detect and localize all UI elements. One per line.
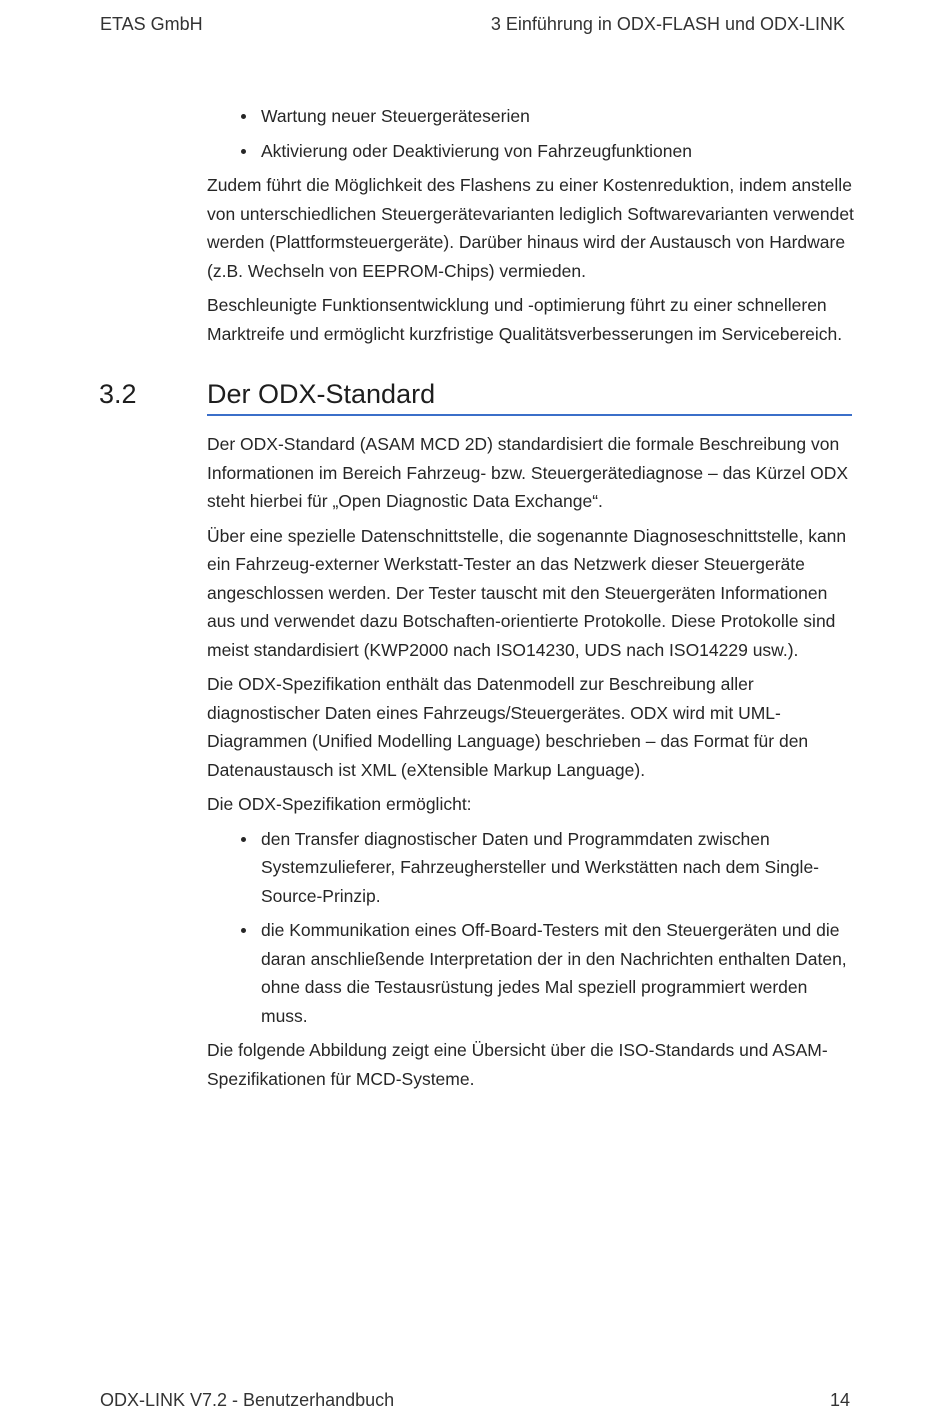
paragraph: Die folgende Abbildung zeigt eine Übersicht über die ISO-Standards und ASAM-Spezifikationen für MCD-Systeme. bbox=[207, 1040, 828, 1089]
list-item: die Kommunikation eines Off-Board-Testers mit den Steuergeräten und die daran anschließende Interpretation der in den Nachrichten enthalten Daten, ohne dass die Testausrüstung jedes Mal speziell programmiert werden muss. bbox=[207, 916, 857, 1030]
list-item: den Transfer diagnostischer Daten und Programmdaten zwischen Systemzulieferer, Fahrzeughersteller und Werkstätten nach dem Single-Source-Prinzip. bbox=[207, 825, 857, 911]
page-number: 14 bbox=[829, 1390, 850, 1410]
section-body bbox=[207, 430, 857, 1093]
paragraph: Beschleunigte Funktionsentwicklung und -optimierung führt zu einer schnelleren Marktreife und ermöglicht kurzfristige Qualitätsverbesserungen im Servicebereich. bbox=[207, 295, 843, 344]
header-chapter-title: 3 Einführung in ODX-FLASH und ODX-LINK bbox=[490, 14, 845, 34]
intro-bullet-list bbox=[207, 102, 857, 165]
footer-document-title: ODX-LINK V7.2 - Benutzerhandbuch bbox=[100, 1390, 395, 1410]
page-content bbox=[99, 102, 857, 1099]
paragraph: Die ODX-Spezifikation enthält das Datenmodell zur Beschreibung aller diagnostischer Daten eines Fahrzeugs/Steuergerätes. ODX wird mit UML-Diagrammen (Unified Modelling Language) beschrieben – das Format für den Datenaustausch ist XML (eXtensible Markup Language). bbox=[207, 674, 809, 780]
spec-bullet-list bbox=[207, 825, 857, 1031]
list-item: Wartung neuer Steuergeräteserien bbox=[207, 102, 857, 131]
paragraph: Zudem führt die Möglichkeit des Flashens zu einer Kostenreduktion, indem anstelle von unterschiedlichen Steuergerätevarianten lediglich Softwarevarianten verwendet werden (Plattformsteuergeräte). Darüber hinaus wird der Austausch von Hardware (z.B. Wechseln von EEPROM-Chips) vermieden. bbox=[207, 175, 854, 281]
section-number: 3.2 bbox=[99, 379, 137, 409]
list-item: Aktivierung oder Deaktivierung von Fahrzeugfunktionen bbox=[207, 137, 857, 166]
section-title: Der ODX-Standard bbox=[207, 376, 852, 416]
page-header bbox=[100, 14, 845, 40]
section-heading bbox=[99, 376, 857, 420]
page-footer bbox=[100, 1390, 850, 1414]
paragraph: Über eine spezielle Datenschnittstelle, die sogenannte Diagnoseschnittstelle, kann ein Fahrzeug-externer Werkstatt-Tester an das Netzwerk dieser Steuergeräte angeschlossen werden. Der Tester tauscht mit den Steuergeräten Informationen aus und verwendet dazu Botschaften-orientierte Protokolle. Diese Protokolle sind meist standardisiert (KWP2000 nach ISO14230, UDS nach ISO14229 usw.). bbox=[207, 525, 847, 660]
paragraph: Der ODX-Standard (ASAM MCD 2D) standardisiert die formale Beschreibung von Informationen im Bereich Fahrzeug- bzw. Steuergerätediagnose – das Kürzel ODX steht hierbei für „Open Diagnostic Data Exchange“. bbox=[207, 434, 849, 511]
header-company: ETAS GmbH bbox=[100, 14, 203, 34]
paragraph: Die ODX-Spezifikation ermöglicht: bbox=[207, 794, 472, 814]
